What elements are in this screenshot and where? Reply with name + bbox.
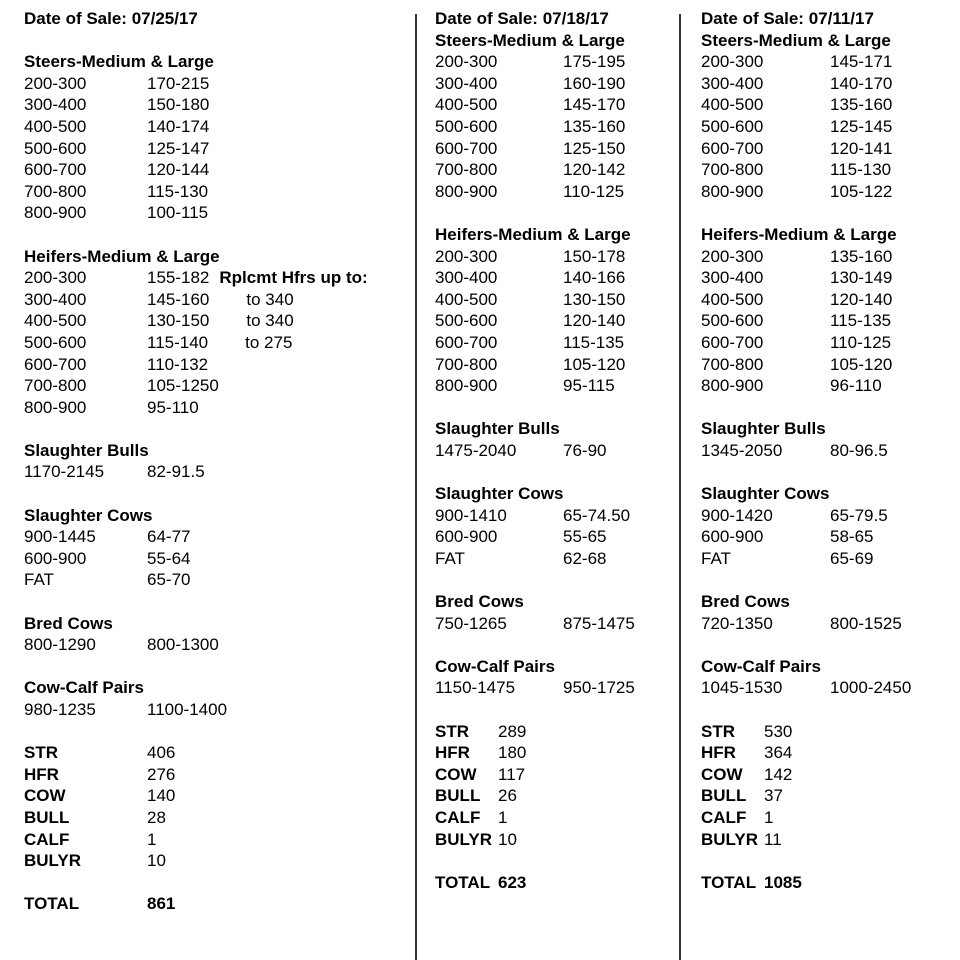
count-label: CALF [435,807,481,827]
weight-range: 300-400 [435,73,498,93]
count-label: HFR [24,764,59,784]
table-row [24,569,404,591]
table-row [435,246,675,268]
price-range: 100-115 [147,203,209,223]
count-label: HFR [435,743,470,763]
price-range: 115-140 [147,332,209,352]
weight-range: 800-1290 [24,635,96,655]
table-row [435,289,675,311]
price-range: 160-190 [563,73,626,93]
price-range: 76-90 [563,440,607,460]
weight-range: 300-400 [435,268,498,288]
weight-range: 600-900 [701,527,764,547]
price-range: 135-160 [830,95,893,115]
total-row [24,893,404,915]
table-row [701,548,951,570]
weight-range: FAT [435,548,465,568]
table-row [435,440,675,462]
weight-range: 300-400 [24,95,87,115]
count-label: COW [435,764,477,784]
price-range: 110-125 [563,181,625,201]
slaughter-cows-title: Slaughter Cows [701,484,830,504]
weight-range: 1345-2050 [701,440,783,460]
weight-range: 300-400 [24,289,87,309]
weight-range: 500-600 [24,138,87,158]
price-range: 65-69 [830,548,874,568]
cow-calf-pairs-title: Cow-Calf Pairs [435,656,555,676]
table-row [435,73,675,95]
count-label: STR [701,721,735,741]
weight-range: 900-1420 [701,505,773,525]
count-label: BULL [435,786,481,806]
count-row [24,742,404,764]
bred-cows-title: Bred Cows [24,613,113,633]
price-range: 58-65 [830,527,874,547]
count-label: COW [24,786,66,806]
price-range: 170-215 [147,73,210,93]
weight-range: 500-600 [435,116,498,136]
total-label: TOTAL [435,872,491,892]
table-row [701,159,951,181]
weight-range: 700-800 [701,354,764,374]
count-row [435,764,675,786]
price-range: 64-77 [147,527,191,547]
weight-range: 600-900 [435,527,498,547]
table-row [435,613,675,635]
price-range: 950-1725 [563,678,635,698]
count-label: CALF [24,829,70,849]
price-range: 105-120 [830,354,893,374]
weight-range: 800-900 [435,181,498,201]
weight-range: 400-500 [435,289,498,309]
weight-range: 800-900 [701,376,764,396]
table-row [435,505,675,527]
weight-range: 750-1265 [435,613,507,633]
weight-range: 1045-1530 [701,678,783,698]
count-row [24,850,404,872]
price-range: 55-64 [147,548,191,568]
table-row [24,375,404,397]
count-value: 140 [147,786,176,806]
count-row [701,721,951,743]
weight-range: FAT [701,548,731,568]
price-range: 96-110 [830,376,882,396]
price-range: 55-65 [563,527,607,547]
price-range: 105-122 [830,181,893,201]
count-label: BULYR [24,851,81,871]
weight-range: 400-500 [24,116,87,136]
count-row [701,807,951,829]
replacement-price: to 275 [245,332,293,352]
weight-range: 800-900 [435,376,498,396]
sale-column-3 [701,8,951,893]
weight-range: 600-700 [24,160,87,180]
price-range: 80-96.5 [830,440,888,460]
weight-range: 200-300 [435,246,498,266]
table-row [435,354,675,376]
price-range: 95-115 [563,376,615,396]
weight-range: 720-1350 [701,613,773,633]
count-row [435,721,675,743]
table-row [701,526,951,548]
weight-range: 400-500 [435,95,498,115]
table-row [24,138,404,160]
table-row [24,289,404,311]
weight-range: 500-600 [701,311,764,331]
count-value: 406 [147,743,176,763]
replacement-price: to 340 [246,289,294,309]
count-row [701,764,951,786]
weight-range: 200-300 [24,73,87,93]
count-label: BULL [24,807,70,827]
count-label: HFR [701,743,736,763]
weight-range: 600-700 [24,354,87,374]
weight-range: 400-500 [24,311,87,331]
table-row [435,548,675,570]
price-range: 115-135 [830,311,892,331]
price-range: 65-74.50 [563,505,631,525]
table-row [701,94,951,116]
weight-range: 200-300 [435,52,498,72]
price-range: 140-174 [147,116,210,136]
table-row [701,354,951,376]
count-label: BULL [701,786,747,806]
price-range: 175-195 [563,52,626,72]
heifers-title: Heifers-Medium & Large [24,246,220,266]
count-label: COW [701,764,743,784]
total-value: 861 [147,894,176,914]
table-row [435,310,675,332]
count-value: 142 [764,764,793,784]
total-label: TOTAL [701,872,757,892]
weight-range: 1170-2145 [24,462,105,482]
weight-range: 600-700 [435,138,498,158]
price-range: 155-182 [147,268,210,288]
weight-range: 500-600 [701,116,764,136]
count-row [24,807,404,829]
count-value: 10 [498,829,517,849]
count-value: 117 [498,764,526,784]
date-of-sale: Date of Sale: 07/18/17 [435,9,609,28]
count-value: 276 [147,764,176,784]
table-row [24,354,404,376]
table-row [24,202,404,224]
price-range: 875-1475 [563,613,635,633]
table-row [435,94,675,116]
price-range: 1100-1400 [147,700,228,719]
sale-column-1 [24,8,404,915]
weight-range: 600-900 [24,548,87,568]
weight-range: 1150-1475 [435,678,516,698]
price-range: 150-180 [147,95,210,115]
table-row [701,246,951,268]
count-value: 1 [764,807,774,827]
price-range: 120-141 [830,138,893,158]
table-row [701,310,951,332]
total-label: TOTAL [24,894,80,914]
price-range: 105-120 [563,354,626,374]
count-value: 180 [498,743,527,763]
table-row [24,397,404,419]
weight-range: 700-800 [435,354,498,374]
table-row [701,51,951,73]
weight-range: 400-500 [701,289,764,309]
price-range: 130-150 [563,289,626,309]
slaughter-cows-title: Slaughter Cows [24,505,153,525]
weight-range: 800-900 [24,397,87,417]
heifers-title: Heifers-Medium & Large [435,224,631,244]
steers-title: Steers-Medium & Large [701,30,891,50]
count-row [24,785,404,807]
table-row [24,181,404,203]
table-row [24,116,404,138]
price-range: 140-166 [563,268,626,288]
column-divider [415,14,417,960]
price-range: 115-135 [563,332,625,352]
table-row [24,634,404,656]
table-row [435,159,675,181]
count-value: 37 [764,786,783,806]
count-row [24,764,404,786]
count-value: 1 [498,807,508,827]
price-range: 125-147 [147,138,210,158]
count-row [435,829,675,851]
table-row [435,51,675,73]
table-row [24,73,404,95]
price-range: 65-70 [147,570,191,590]
table-row [701,332,951,354]
table-row [701,73,951,95]
weight-range: 980-1235 [24,700,96,719]
weight-range: 600-700 [701,138,764,158]
weight-range: 700-800 [24,376,87,396]
replacement-price: to 340 [246,311,294,331]
sale-column-2 [435,8,675,893]
price-range: 110-132 [147,354,209,374]
price-range: 800-1300 [147,635,219,655]
price-range: 62-68 [563,548,607,568]
price-range: 105-1250 [147,376,219,396]
count-value: 1 [147,829,157,849]
total-row [435,872,675,894]
count-row [435,785,675,807]
bred-cows-title: Bred Cows [435,592,524,612]
price-range: 120-140 [563,311,626,331]
count-value: 10 [147,851,166,871]
cow-calf-pairs-title: Cow-Calf Pairs [701,656,821,676]
table-row [435,526,675,548]
price-range: 120-144 [147,160,210,180]
table-row [701,613,951,635]
table-row [701,116,951,138]
weight-range: 900-1410 [435,505,507,525]
table-row [435,332,675,354]
weight-range: 400-500 [701,95,764,115]
slaughter-bulls-title: Slaughter Bulls [435,419,560,439]
count-value: 26 [498,786,517,806]
weight-range: 800-900 [24,203,87,223]
weight-range: 700-800 [24,181,87,201]
bred-cows-title: Bred Cows [701,592,790,612]
total-value: 1085 [764,872,802,892]
count-label: CALF [701,807,747,827]
count-label: STR [24,743,58,763]
price-range: 145-171 [830,52,893,72]
weight-range: 300-400 [701,73,764,93]
count-value: 289 [498,721,527,741]
heifers-title: Heifers-Medium & Large [701,224,897,244]
price-range: 125-145 [830,116,893,136]
table-row [24,94,404,116]
table-row [24,699,404,721]
table-row [701,138,951,160]
slaughter-cows-title: Slaughter Cows [435,484,564,504]
slaughter-bulls-title: Slaughter Bulls [24,440,149,460]
count-value: 364 [764,743,793,763]
weight-range: 300-400 [701,268,764,288]
table-row [435,375,675,397]
weight-range: 500-600 [24,332,87,352]
count-value: 28 [147,807,166,827]
table-row [435,267,675,289]
table-row [24,461,404,483]
table-row [435,677,675,699]
count-value: 530 [764,721,793,741]
price-range: 120-140 [830,289,893,309]
price-range: 65-79.5 [830,505,888,525]
count-label: STR [435,721,469,741]
count-row [435,742,675,764]
table-row [24,548,404,570]
table-row [435,138,675,160]
table-row [24,332,404,354]
weight-range: 800-900 [701,181,764,201]
table-row [24,526,404,548]
weight-range: 1475-2040 [435,440,517,460]
weight-range: 200-300 [701,246,764,266]
cow-calf-pairs-title: Cow-Calf Pairs [24,678,144,698]
weight-range: 700-800 [701,160,764,180]
count-row [24,829,404,851]
price-range: 800-1525 [830,613,902,633]
weight-range: 600-700 [435,332,498,352]
price-range: 82-91.5 [147,462,205,482]
table-row [435,181,675,203]
weight-range: 200-300 [24,268,87,288]
price-range: 1000-2450 [830,678,912,698]
table-row [435,116,675,138]
table-row [701,677,951,699]
column-divider [679,14,681,960]
price-range: 130-150 [147,311,210,331]
weight-range: 500-600 [435,311,498,331]
count-row [701,829,951,851]
table-row [701,505,951,527]
price-range: 125-150 [563,138,626,158]
price-range: 140-170 [830,73,893,93]
count-row [701,742,951,764]
weight-range: 700-800 [435,160,498,180]
slaughter-bulls-title: Slaughter Bulls [701,419,826,439]
total-row [701,872,951,894]
table-row [701,440,951,462]
total-value: 623 [498,872,527,892]
table-row [701,375,951,397]
table-row [24,159,404,181]
date-of-sale: Date of Sale: 07/11/17 [701,9,874,28]
date-of-sale: Date of Sale: 07/25/17 [24,9,198,28]
price-range: 95-110 [147,397,199,417]
count-row [701,785,951,807]
price-range: 135-160 [830,246,893,266]
price-range: 115-130 [147,181,209,201]
weight-range: 200-300 [701,52,764,72]
table-row [24,267,404,289]
table-row [701,267,951,289]
weight-range: 600-700 [701,332,764,352]
table-row [701,181,951,203]
price-range: 135-160 [563,116,626,136]
price-range: 130-149 [830,268,893,288]
table-row [24,310,404,332]
count-label: BULYR [701,829,758,849]
steers-title: Steers-Medium & Large [435,30,625,50]
weight-range: FAT [24,570,54,590]
weight-range: 900-1445 [24,527,96,547]
price-range: 115-130 [830,160,892,180]
price-range: 150-178 [563,246,626,266]
price-range: 145-160 [147,289,210,309]
steers-title: Steers-Medium & Large [24,52,214,72]
price-range: 120-142 [563,160,626,180]
table-row [701,289,951,311]
count-row [435,807,675,829]
price-range: 145-170 [563,95,626,115]
price-range: 110-125 [830,332,892,352]
count-label: BULYR [435,829,492,849]
replacement-heifers-label: Rplcmt Hfrs up to: [219,268,368,288]
count-value: 11 [764,829,782,849]
